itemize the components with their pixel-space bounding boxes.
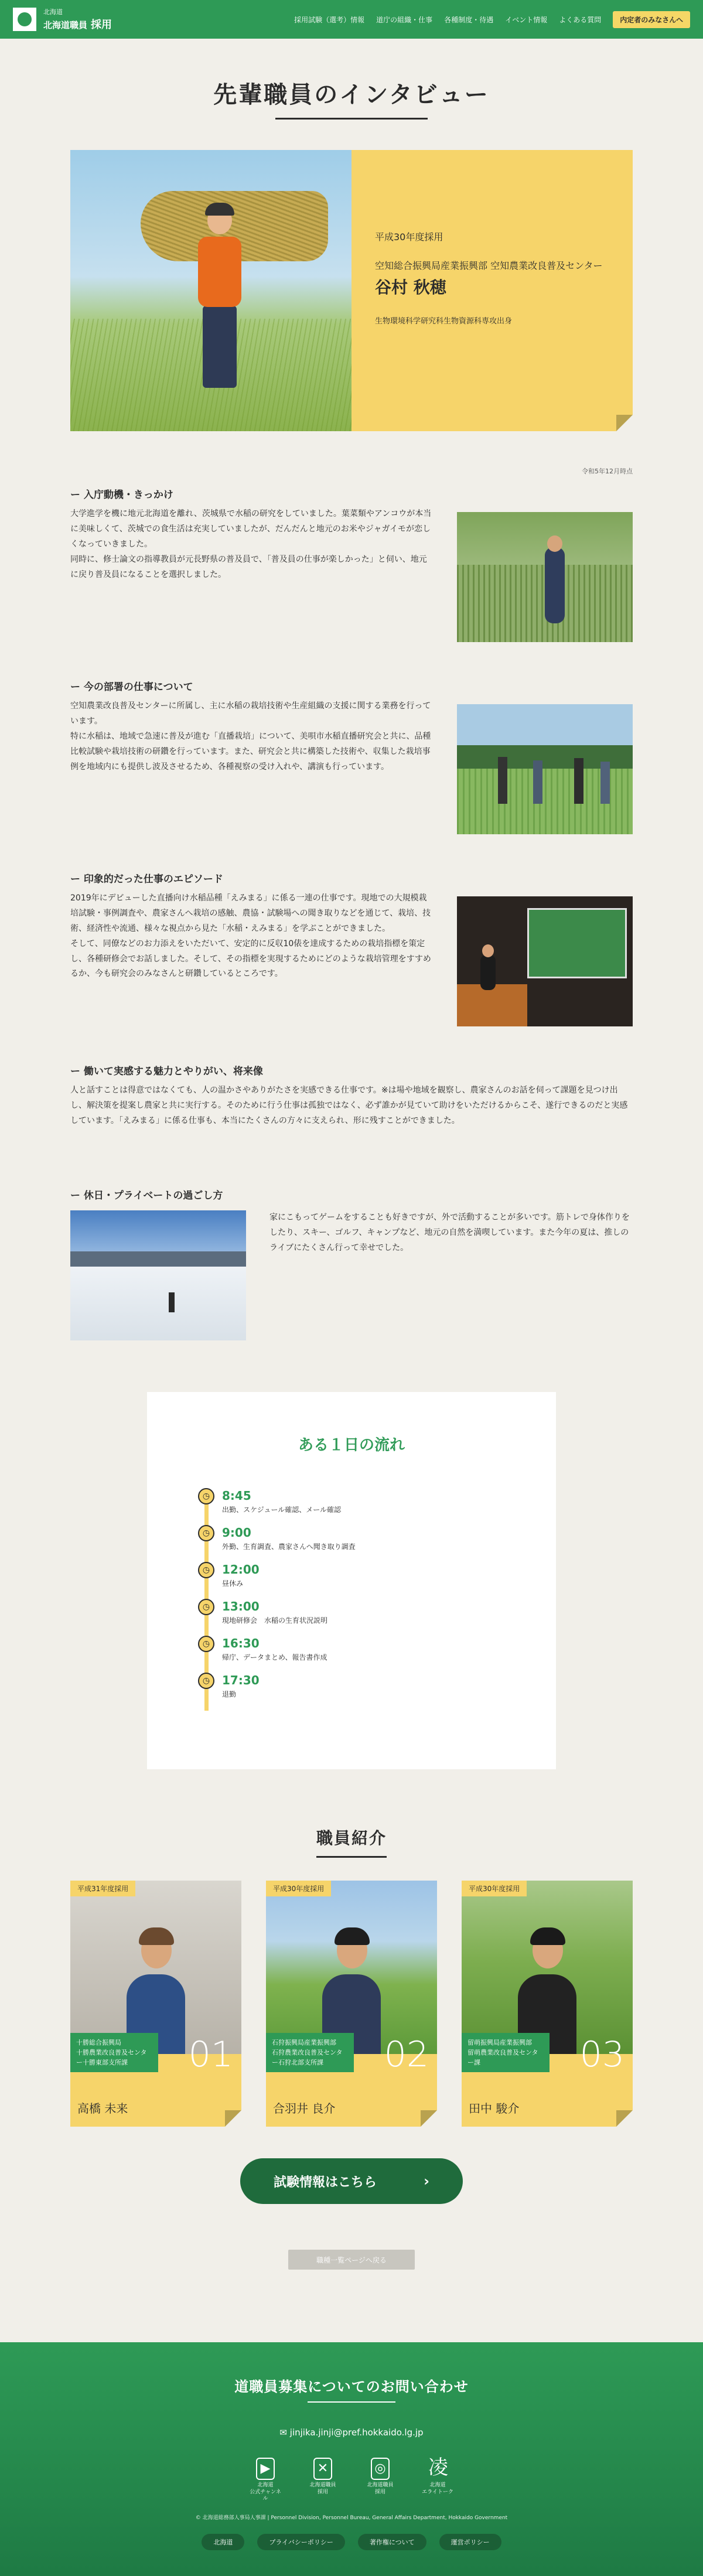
talk-logo-icon: 凌: [428, 2456, 448, 2479]
section-heading: ー 入庁動機・きっかけ: [70, 489, 173, 501]
card-name: 田中 駿介: [469, 2101, 520, 2116]
timeline-item: ◷ 9:00 外勤、生育調査、農家さんへ聞き取り調査: [196, 1525, 501, 1562]
profile-name: 谷村 秋穂: [375, 277, 446, 297]
back-to-list-button[interactable]: 職種一覧ページへ戻る: [288, 2250, 415, 2270]
corner-fold: [616, 415, 633, 431]
footer-link-policy[interactable]: 運営ポリシー: [439, 2534, 501, 2550]
clock-icon: ◷: [198, 1599, 214, 1615]
nav-systems[interactable]: 各種制度・待遇: [444, 15, 494, 24]
section-body: 2019年にデビューした直播向け水稲品種「えみまる」に係る一連の仕事です。現地での大規模栽培試験・事例調査や、農家さんへ栽培の感触、農協・試験場への聞き取りなどを通じて、栽培、技術、経済性や流通、様々な視点から見た「水稲・えみまる」を学ぶことができました。 そして、同僚などのお力添えをいただいて、安定的に反収10俵を達成するための栽培指標を策定し、各種研修会でお話しました。そして、その指標を実現するためにどのような栽培管理をすすめるか、今も研究会のみなさんと研鑽しているところです。: [70, 893, 431, 979]
profile-hero: [70, 150, 633, 431]
staff-card[interactable]: [70, 1881, 241, 2127]
section-holiday: [70, 1187, 633, 1253]
card-number: 01: [188, 2034, 233, 2075]
global-nav: [294, 11, 690, 28]
timeline: [196, 1488, 501, 1710]
section-body: 家にこもってゲームをすることも好きですが、外で活動することが多いです。筋トレで身体作りをしたり、スキー、ゴルフ、キャンプなど、地元の自然を満喫しています。また今年の夏は、推しのライブにたくさん行って幸せでした。: [269, 1213, 630, 1253]
card-hire-year: 平成31年度採用: [70, 1881, 135, 1896]
card-name: 高橋 未来: [77, 2101, 128, 2116]
youtube-link[interactable]: ▶ 北海道 公式チャンネル: [248, 2458, 283, 2503]
staff-cards: [70, 1881, 633, 2127]
section-episode: [70, 871, 633, 982]
contact-email[interactable]: ✉ jinjika.jinji@pref.hokkaido.lg.jp: [279, 2427, 424, 2438]
nav-organization[interactable]: 道庁の組織・仕事: [376, 15, 433, 24]
section-photo: [70, 1210, 246, 1340]
talk-link[interactable]: 凌 北海道 エライトーク: [422, 2456, 453, 2495]
staff-photo: [266, 1881, 437, 2054]
instagram-link[interactable]: ◎ 北海道職員 採用: [363, 2458, 398, 2503]
site-footer: [0, 2342, 703, 2576]
schedule-title: ある１日の流れ: [298, 1437, 405, 1454]
mail-icon: ✉: [279, 2427, 287, 2438]
nav-events[interactable]: イベント情報: [505, 15, 548, 24]
title-underline: [316, 1856, 387, 1858]
corner-fold: [421, 2110, 437, 2127]
staff-title: 職員紹介: [316, 1828, 387, 1848]
card-number: 02: [384, 2034, 429, 2075]
profile-department: 空知総合振興局産業振興部 空知農業改良普及センター: [375, 260, 603, 271]
clock-icon: ◷: [198, 1636, 214, 1652]
clock-icon: ◷: [198, 1488, 214, 1504]
section-heading: ー 印象的だった仕事のエピソード: [70, 874, 223, 885]
section-motivation: [70, 486, 633, 582]
card-hire-year: 平成30年度採用: [462, 1881, 527, 1896]
x-link[interactable]: ✕ 北海道職員 採用: [305, 2458, 340, 2503]
card-name: 合羽井 良介: [273, 2101, 336, 2116]
site-logo[interactable]: [13, 7, 112, 32]
title-underline: [308, 2401, 395, 2403]
hokkaido-emblem-icon: [13, 8, 36, 31]
section-heading: ー 今の部署の仕事について: [70, 681, 193, 693]
as-of-date: 令和5年12月時点: [582, 468, 633, 475]
timeline-item: ◷ 16:30 帰庁、データまとめ、報告書作成: [196, 1636, 501, 1673]
card-department: 十勝総合振興局 十勝農業改良普及センター十勝東部支所課: [70, 2033, 158, 2072]
profile-hire-year: 平成30年度採用: [375, 231, 443, 243]
card-hire-year: 平成30年度採用: [266, 1881, 331, 1896]
corner-fold: [616, 2110, 633, 2127]
nav-exam-info[interactable]: 採用試験（選考）情報: [294, 15, 365, 24]
section-photo: [457, 704, 633, 834]
timeline-item: ◷ 8:45 出勤、スケジュール確認、メール確認: [196, 1488, 501, 1525]
timeline-item: ◷ 17:30 退勤: [196, 1673, 501, 1710]
copyright: © 北海道総務部人事局人事課 | Personnel Division, Personnel Bureau, General Affairs Department, Hokkaido Government: [195, 2515, 508, 2522]
staff-photo: [462, 1881, 633, 2054]
clock-icon: ◷: [198, 1673, 214, 1689]
daily-schedule: [147, 1392, 556, 1769]
section-photo: [457, 896, 633, 1026]
card-department: 留萌振興局産業振興部 留萌農業改良普及センター課: [462, 2033, 550, 2072]
site-header: [0, 0, 703, 39]
nav-successful-applicants-button[interactable]: 内定者のみなさんへ: [613, 11, 690, 28]
x-icon: ✕: [313, 2458, 332, 2480]
page-title-block: [0, 39, 703, 120]
section-body: 大学進学を機に地元北海道を離れ、茨城県で水稲の研究をしていました。葉菜類やアンコウが本当に美味しくて、茨城での食生活は充実していましたが、だんだんと地元のお米やジャガイモが恋しくなっていきました。 同時に、修士論文の指導教員が元長野県の普及員で、「普及員の仕事が楽しかった」と伺い、地元に戻り普及員になることを選択しました。: [70, 509, 432, 579]
section-photo: [457, 512, 633, 642]
footer-links: [0, 2534, 703, 2550]
footer-link-copyright[interactable]: 著作権について: [358, 2534, 426, 2550]
clock-icon: ◷: [198, 1525, 214, 1541]
corner-fold: [225, 2110, 241, 2127]
section-heading: ー 働いて実感する魅力とやりがい、将来像: [70, 1066, 263, 1077]
nav-faq[interactable]: よくある質問: [559, 15, 602, 24]
profile-education: 生物環境科学研究科生物資源科専攻出身: [375, 316, 513, 326]
section-current-work: [70, 678, 633, 774]
section-body: 人と話すことは得意ではなくても、人の温かさやありがたさを実感できる仕事です。※は場や地域を観察し、農家さんのお話を伺って課題を見つけ出し、解決策を提案し農家と共に実行する。そのために行う仕事は孤独ではなく、必ず誰かが見ていて助けをいただけるからこそ、遂行できるのだと実感しています。「えみまる」に係る仕事も、本当にたくさんの方々に支えられ、形に残すことができました。: [70, 1086, 628, 1125]
staff-heading-block: [0, 1826, 703, 1858]
page-title: 先輩職員のインタビュー: [213, 81, 490, 108]
instagram-icon: ◎: [371, 2458, 390, 2480]
section-body: 空知農業改良普及センターに所属し、主に水稲の栽培技術や生産組織の支援に関する業務を行っています。 特に水稲は、地域で急速に普及が進む「直播栽培」について、美唄市水稲直播研究会と共に、品種比較試験や栽培技術の研鑽を行っています。また、研究会と共に構築した技術や、収集した栽培事例を地域内にも提供し波及させるため、各種視察の受け入れや、講演も行っています。: [70, 701, 431, 772]
youtube-icon: ▶: [256, 2458, 275, 2480]
section-appeal: [70, 1063, 633, 1129]
profile-photo: [70, 150, 352, 431]
footer-link-privacy[interactable]: プライバシーポリシー: [257, 2534, 344, 2550]
sns-links: [0, 2458, 703, 2503]
card-number: 03: [579, 2034, 624, 2075]
chevron-right-icon: ›: [424, 2173, 429, 2189]
staff-photo: [70, 1881, 241, 2054]
timeline-item: ◷ 12:00 昼休み: [196, 1562, 501, 1599]
profile-info: [352, 150, 633, 431]
title-underline: [275, 118, 428, 120]
logo-site-name: 北海道職員 採用: [43, 19, 112, 31]
footer-link-hokkaido[interactable]: 北海道: [202, 2534, 244, 2550]
card-department: 石狩振興局産業振興部 石狩農業改良普及センター石狩北部支所課: [266, 2033, 354, 2072]
clock-icon: ◷: [198, 1562, 214, 1578]
exam-info-button[interactable]: 試験情報はこちら ›: [240, 2158, 463, 2204]
timeline-item: ◷ 13:00 現地研修会 水稲の生育状況説明: [196, 1599, 501, 1636]
logo-prefecture: 北海道: [43, 8, 63, 16]
footer-title: 道職員募集についてのお問い合わせ: [234, 2379, 469, 2395]
staff-card[interactable]: [266, 1881, 437, 2127]
section-heading: ー 休日・プライベートの過ごし方: [70, 1190, 223, 1202]
staff-card[interactable]: [462, 1881, 633, 2127]
